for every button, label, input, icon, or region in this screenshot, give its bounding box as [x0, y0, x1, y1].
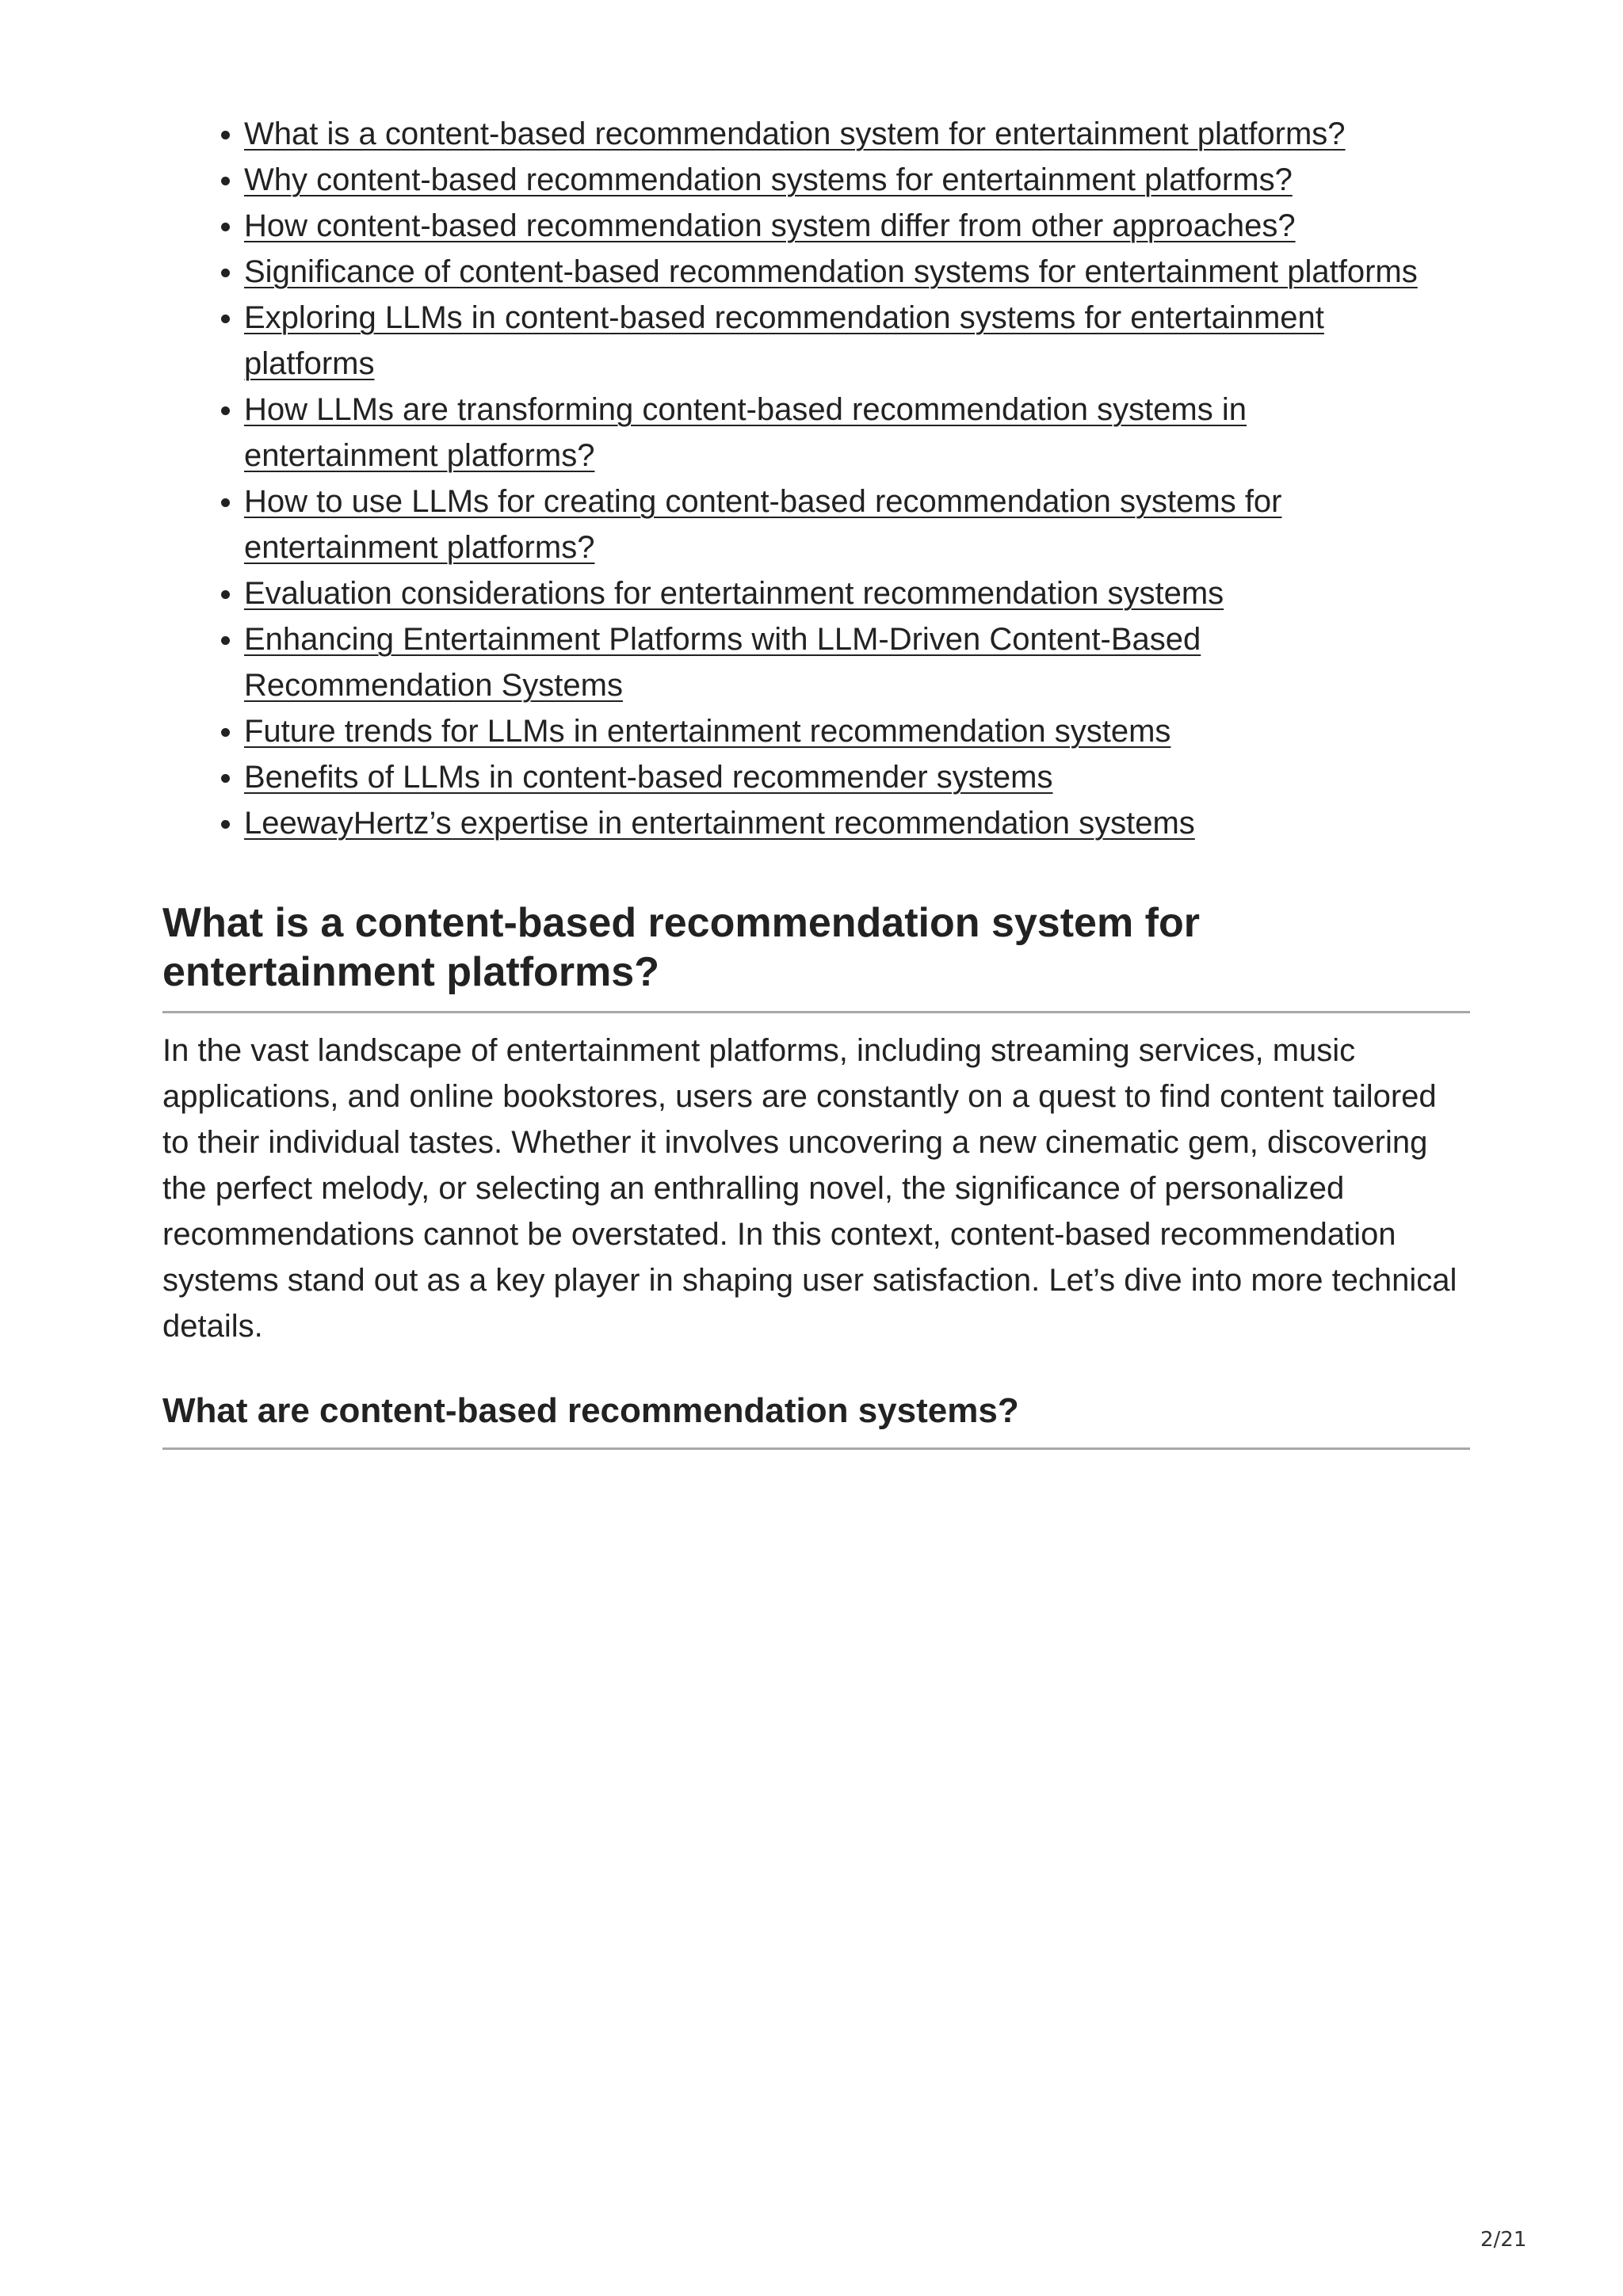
toc-link[interactable]: Significance of content-based recommendation systems for entertainment platforms	[244, 254, 1418, 289]
toc-item	[244, 111, 1465, 157]
toc-link[interactable]: How to use LLMs for creating content-based recommendation systems for entertainment platforms?	[244, 484, 1282, 565]
toc-item	[244, 295, 1389, 387]
toc-link[interactable]: Future trends for LLMs in entertainment recommendation systems	[244, 714, 1171, 749]
toc-item	[244, 203, 1465, 249]
section-paragraph: In the vast landscape of entertainment platforms, including streaming services, music applications, and online bookstores, users are constantly on a quest to find content tailored to their individual tastes. Whether it involves uncovering a new cinematic gem, discovering the perfect melody, or selecting an enthralling novel, the significance of personalized recommendations cannot be overstated. In this context, content-based recommendation systems stand out as a key player in shaping user satisfaction. Let’s dive into more technical details.	[162, 1033, 1457, 1344]
toc-item	[244, 800, 1389, 846]
subsection-heading: What are content-based recommendation systems?	[162, 1389, 1470, 1450]
toc-item	[244, 616, 1247, 708]
toc-item	[244, 754, 1389, 800]
section-heading: What is a content-based recommendation system for entertainment platforms?	[162, 898, 1470, 1013]
toc-link[interactable]: How LLMs are transforming content-based recommendation systems in entertainment platforms?	[244, 392, 1247, 473]
toc-item	[244, 157, 1465, 203]
toc-link[interactable]: What is a content-based recommendation system for entertainment platforms?	[244, 116, 1346, 151]
toc-link[interactable]: Benefits of LLMs in content-based recommender systems	[244, 760, 1053, 795]
toc-item	[244, 570, 1389, 616]
toc-link[interactable]: LeewayHertz’s expertise in entertainment recommendation systems	[244, 806, 1195, 841]
toc-link[interactable]: Exploring LLMs in content-based recommendation systems for entertainment platforms	[244, 300, 1324, 381]
toc-item	[244, 249, 1480, 295]
table-of-contents	[162, 111, 1470, 846]
toc-link[interactable]: Enhancing Entertainment Platforms with LLM-Driven Content-Based Recommendation Systems	[244, 622, 1201, 703]
page-number: 2/21	[1480, 2228, 1527, 2252]
toc-link[interactable]: Why content-based recommendation systems for entertainment platforms?	[244, 162, 1293, 197]
toc-item	[244, 479, 1389, 570]
toc-item	[244, 387, 1389, 479]
document-page	[162, 111, 1470, 1450]
toc-item	[244, 708, 1389, 754]
toc-link[interactable]: Evaluation considerations for entertainment recommendation systems	[244, 576, 1224, 611]
toc-link[interactable]: How content-based recommendation system differ from other approaches?	[244, 208, 1296, 243]
